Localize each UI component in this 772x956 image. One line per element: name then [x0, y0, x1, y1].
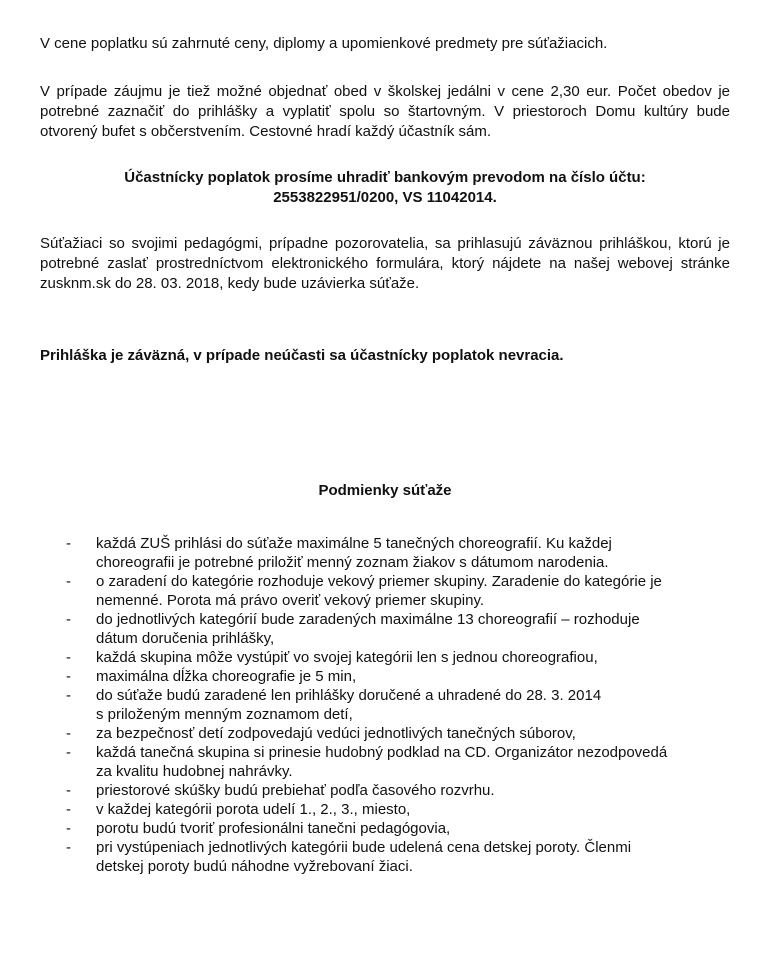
bullet-dash: -: [66, 839, 71, 856]
condition-line: každá ZUŠ prihlási do súťaže maximálne 5 tanečných choreografií. Ku každej: [96, 535, 612, 552]
condition-line: v každej kategórii porota udelí 1., 2., 3., miesto,: [96, 801, 411, 818]
condition-item: [0, 743, 772, 781]
bullet-dash: -: [66, 687, 71, 704]
bullet-dash: -: [66, 801, 71, 818]
bullet-dash: -: [66, 649, 71, 666]
lunch-paragraph: V prípade záujmu je tiež možné objednať obed v školskej jedálni v cene 2,30 eur. Počet obedov je potrebné zaznačiť do prihlášky a vyplatiť spolu so štartovným. V priestoroch Domu kultúry bude otvorený bufet s občerstvením. Cestovné hradí každý účastník sám.: [40, 83, 730, 140]
condition-line: do súťaže budú zaradené len prihlášky doručené a uhradené do 28. 3. 2014: [96, 687, 602, 704]
condition-line: choreografii je potrebné priložiť menný zoznam žiakov s dátumom narodenia.: [96, 554, 609, 571]
payment-notice-line1: Účastnícky poplatok prosíme uhradiť bankovým prevodom na číslo účtu:: [124, 169, 646, 186]
condition-line: s priloženým menným zoznamom detí,: [96, 706, 353, 723]
bullet-dash: -: [66, 820, 71, 837]
condition-item: [0, 610, 772, 648]
condition-item: [0, 534, 772, 572]
condition-line: nemenné. Porota má právo overiť vekový priemer skupiny.: [96, 592, 485, 609]
condition-item: [0, 648, 772, 667]
bullet-dash: -: [66, 782, 71, 799]
conditions-list: [0, 534, 772, 876]
binding-notice: Prihláška je záväzná, v prípade neúčasti sa účastnícky poplatok nevracia.: [40, 347, 564, 364]
conditions-heading: Podmienky súťaže: [318, 482, 452, 499]
condition-line: dátum doručenia prihlášky,: [96, 630, 275, 647]
condition-line: za kvalitu hudobnej nahrávky.: [96, 763, 293, 780]
condition-item: [0, 838, 772, 876]
payment-notice-line2: 2553822951/0200, VS 11042014.: [273, 189, 497, 206]
condition-item: [0, 781, 772, 800]
bullet-dash: -: [66, 668, 71, 685]
bullet-dash: -: [66, 744, 71, 761]
bullet-dash: -: [66, 573, 71, 590]
condition-item: [0, 819, 772, 838]
condition-item: [0, 686, 772, 724]
condition-line: maximálna dĺžka choreografie je 5 min,: [96, 668, 357, 685]
condition-line: za bezpečnosť detí zodpovedajú vedúci jednotlivých tanečných súborov,: [96, 725, 576, 742]
condition-line: každá skupina môže vystúpiť vo svojej kategórii len s jednou choreografiou,: [96, 649, 598, 666]
registration-paragraph: Súťažiaci so svojimi pedagógmi, prípadne pozorovatelia, sa prihlasujú záväznou prihláškou, ktorú je potrebné zaslať prostredníctvom elektronického formulára, ktorý nájdete na našej webovej stránke zusknm.sk do 28. 03. 2018, kedy bude uzávierka súťaže.: [40, 235, 730, 292]
bullet-dash: -: [66, 535, 71, 552]
condition-item: [0, 667, 772, 686]
bullet-dash: -: [66, 611, 71, 628]
condition-line: priestorové skúšky budú prebiehať podľa časového rozvrhu.: [96, 782, 495, 799]
condition-item: [0, 572, 772, 610]
condition-line: každá tanečná skupina si prinesie hudobný podklad na CD. Organizátor nezodpovedá: [96, 744, 668, 761]
payment-notice: [40, 168, 730, 208]
bullet-dash: -: [66, 725, 71, 742]
condition-line: detskej poroty budú náhodne vyžrebovaní žiaci.: [96, 858, 413, 875]
condition-line: porotu budú tvoriť profesionálni tanečni pedagógovia,: [96, 820, 451, 837]
condition-line: o zaradení do kategórie rozhoduje vekový priemer skupiny. Zaradenie do kategórie je: [96, 573, 662, 590]
condition-item: [0, 724, 772, 743]
condition-item: [0, 800, 772, 819]
condition-line: do jednotlivých kategórií bude zaradených maximálne 13 choreografií – rozhoduje: [96, 611, 640, 628]
condition-line: pri vystúpeniach jednotlivých kategórii bude udelená cena detskej poroty. Členmi: [96, 839, 632, 856]
prices-paragraph: V cene poplatku sú zahrnuté ceny, diplomy a upomienkové predmety pre súťažiacich.: [40, 35, 608, 52]
